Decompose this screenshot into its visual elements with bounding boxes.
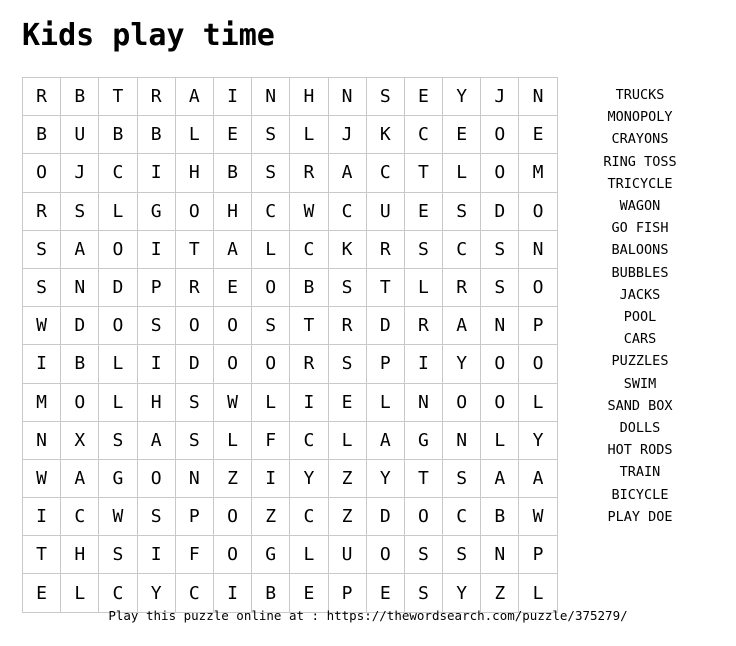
grid-cell[interactable]: L: [519, 383, 557, 421]
grid-cell[interactable]: H: [175, 154, 213, 192]
grid-cell[interactable]: T: [23, 536, 61, 574]
grid-cell[interactable]: I: [290, 383, 328, 421]
word-list-item[interactable]: BALOONS: [611, 242, 669, 259]
grid-cell[interactable]: A: [175, 78, 213, 116]
grid-cell[interactable]: B: [137, 116, 175, 154]
grid-cell[interactable]: H: [137, 383, 175, 421]
grid-cell[interactable]: S: [481, 230, 519, 268]
grid-cell[interactable]: C: [175, 574, 213, 612]
grid-cell[interactable]: S: [443, 536, 481, 574]
grid-cell[interactable]: R: [23, 78, 61, 116]
grid-row: [23, 268, 558, 306]
grid-cell[interactable]: L: [252, 230, 290, 268]
grid-cell[interactable]: C: [366, 154, 404, 192]
grid-cell[interactable]: O: [519, 268, 557, 306]
grid-cell[interactable]: O: [23, 154, 61, 192]
grid-cell[interactable]: I: [213, 78, 251, 116]
grid-cell[interactable]: S: [23, 268, 61, 306]
grid-cell[interactable]: R: [404, 307, 442, 345]
grid-cell[interactable]: R: [137, 78, 175, 116]
word-list-item[interactable]: PUZZLES: [611, 353, 669, 370]
grid-cell[interactable]: E: [519, 116, 557, 154]
grid-cell[interactable]: T: [404, 154, 442, 192]
grid-cell[interactable]: T: [404, 459, 442, 497]
grid-cell[interactable]: N: [481, 307, 519, 345]
grid-cell[interactable]: S: [404, 230, 442, 268]
word-list-item[interactable]: CARS: [623, 331, 657, 348]
grid-cell[interactable]: A: [61, 459, 99, 497]
word-list: [565, 84, 715, 528]
word-list-item[interactable]: TRAIN: [619, 464, 661, 481]
grid-cell[interactable]: D: [61, 307, 99, 345]
word-list-item[interactable]: SAND BOX: [607, 397, 673, 414]
grid-cell[interactable]: C: [290, 230, 328, 268]
word-list-item[interactable]: SWIM: [623, 375, 657, 392]
grid-cell[interactable]: W: [519, 498, 557, 536]
grid-cell[interactable]: R: [175, 268, 213, 306]
word-list-item[interactable]: MONOPOLY: [607, 109, 673, 126]
grid-cell[interactable]: Y: [443, 345, 481, 383]
word-search-grid: [22, 77, 558, 613]
grid-cell[interactable]: B: [99, 116, 137, 154]
grid-cell[interactable]: H: [61, 536, 99, 574]
grid-cell[interactable]: Z: [328, 459, 366, 497]
grid-cell[interactable]: C: [404, 116, 442, 154]
grid-cell[interactable]: L: [366, 383, 404, 421]
grid-cell[interactable]: O: [481, 116, 519, 154]
grid-cell[interactable]: G: [99, 459, 137, 497]
grid-cell[interactable]: G: [252, 536, 290, 574]
grid-cell[interactable]: C: [443, 230, 481, 268]
grid-cell[interactable]: O: [99, 230, 137, 268]
grid-cell[interactable]: G: [137, 192, 175, 230]
grid-cell[interactable]: A: [443, 307, 481, 345]
grid-cell[interactable]: T: [99, 78, 137, 116]
grid-cell[interactable]: O: [137, 459, 175, 497]
grid-cell[interactable]: C: [252, 192, 290, 230]
grid-cell[interactable]: N: [23, 421, 61, 459]
grid-cell[interactable]: L: [328, 421, 366, 459]
grid-cell[interactable]: B: [290, 268, 328, 306]
grid-cell[interactable]: R: [328, 307, 366, 345]
grid-cell[interactable]: S: [61, 192, 99, 230]
grid-cell[interactable]: M: [23, 383, 61, 421]
grid-cell[interactable]: A: [61, 230, 99, 268]
grid-cell[interactable]: D: [366, 498, 404, 536]
grid-cell[interactable]: F: [252, 421, 290, 459]
grid-cell[interactable]: R: [290, 345, 328, 383]
grid-cell[interactable]: L: [481, 421, 519, 459]
grid-cell[interactable]: A: [137, 421, 175, 459]
grid-table: [22, 77, 558, 613]
grid-cell[interactable]: O: [519, 192, 557, 230]
grid-cell[interactable]: N: [175, 459, 213, 497]
grid-cell[interactable]: N: [61, 268, 99, 306]
grid-cell[interactable]: E: [404, 78, 442, 116]
grid-row: [23, 345, 558, 383]
grid-cell[interactable]: G: [404, 421, 442, 459]
grid-row: [23, 230, 558, 268]
grid-cell[interactable]: I: [137, 154, 175, 192]
grid-row: [23, 307, 558, 345]
grid-cell[interactable]: Y: [290, 459, 328, 497]
grid-cell[interactable]: S: [481, 268, 519, 306]
grid-cell[interactable]: O: [213, 345, 251, 383]
grid-cell[interactable]: S: [328, 345, 366, 383]
grid-cell[interactable]: B: [252, 574, 290, 612]
grid-cell[interactable]: E: [366, 574, 404, 612]
page-title: Kids play time: [22, 18, 275, 53]
grid-cell[interactable]: C: [61, 498, 99, 536]
grid-row: [23, 154, 558, 192]
grid-cell[interactable]: D: [366, 307, 404, 345]
grid-cell[interactable]: O: [481, 345, 519, 383]
grid-cell[interactable]: X: [61, 421, 99, 459]
grid-cell[interactable]: E: [23, 574, 61, 612]
grid-cell[interactable]: A: [328, 154, 366, 192]
word-list-item[interactable]: CRAYONS: [611, 131, 669, 148]
grid-cell[interactable]: M: [519, 154, 557, 192]
grid-cell[interactable]: A: [481, 459, 519, 497]
grid-row: [23, 574, 558, 612]
word-list-item[interactable]: WAGON: [619, 198, 661, 215]
grid-row: [23, 459, 558, 497]
grid-cell[interactable]: N: [328, 78, 366, 116]
word-list-item[interactable]: TRUCKS: [615, 87, 665, 103]
grid-cell[interactable]: O: [213, 498, 251, 536]
word-list-item[interactable]: GO FISH: [611, 220, 669, 237]
grid-cell[interactable]: W: [99, 498, 137, 536]
grid-cell[interactable]: P: [328, 574, 366, 612]
grid-cell[interactable]: I: [213, 574, 251, 612]
grid-cell[interactable]: I: [137, 536, 175, 574]
grid-cell[interactable]: O: [213, 307, 251, 345]
grid-cell[interactable]: L: [175, 116, 213, 154]
grid-cell[interactable]: N: [481, 536, 519, 574]
grid-cell[interactable]: N: [519, 78, 557, 116]
grid-cell[interactable]: U: [61, 116, 99, 154]
grid-cell[interactable]: B: [61, 78, 99, 116]
grid-cell[interactable]: O: [175, 307, 213, 345]
grid-cell[interactable]: P: [519, 307, 557, 345]
grid-cell[interactable]: Y: [519, 421, 557, 459]
grid-cell[interactable]: L: [99, 383, 137, 421]
grid-cell[interactable]: L: [290, 116, 328, 154]
grid-cell[interactable]: I: [23, 345, 61, 383]
grid-row: [23, 421, 558, 459]
grid-cell[interactable]: B: [213, 154, 251, 192]
grid-cell[interactable]: Z: [481, 574, 519, 612]
grid-cell[interactable]: J: [481, 78, 519, 116]
grid-cell[interactable]: N: [252, 78, 290, 116]
grid-cell[interactable]: H: [213, 192, 251, 230]
word-list-item[interactable]: POOL: [623, 309, 657, 326]
grid-cell[interactable]: H: [290, 78, 328, 116]
grid-cell[interactable]: S: [443, 459, 481, 497]
grid-cell[interactable]: R: [366, 230, 404, 268]
grid-cell[interactable]: S: [443, 192, 481, 230]
grid-cell[interactable]: P: [366, 345, 404, 383]
grid-cell[interactable]: O: [252, 345, 290, 383]
grid-cell[interactable]: S: [252, 307, 290, 345]
grid-cell[interactable]: W: [23, 307, 61, 345]
grid-cell[interactable]: Y: [443, 574, 481, 612]
grid-row: [23, 498, 558, 536]
grid-cell[interactable]: N: [519, 230, 557, 268]
word-list-item[interactable]: BUBBLES: [611, 264, 669, 281]
grid-cell[interactable]: O: [366, 536, 404, 574]
grid-cell[interactable]: E: [290, 574, 328, 612]
grid-cell[interactable]: Y: [137, 574, 175, 612]
grid-cell[interactable]: O: [443, 383, 481, 421]
grid-cell[interactable]: L: [213, 421, 251, 459]
grid-cell[interactable]: A: [213, 230, 251, 268]
grid-cell[interactable]: J: [61, 154, 99, 192]
grid-cell[interactable]: S: [99, 421, 137, 459]
grid-cell[interactable]: S: [99, 536, 137, 574]
grid-cell[interactable]: I: [404, 345, 442, 383]
word-list-item[interactable]: PLAY DOE: [607, 508, 673, 525]
grid-cell[interactable]: I: [137, 345, 175, 383]
grid-cell[interactable]: O: [61, 383, 99, 421]
grid-row: [23, 536, 558, 574]
grid-cell[interactable]: T: [175, 230, 213, 268]
grid-cell[interactable]: Z: [252, 498, 290, 536]
grid-cell[interactable]: S: [404, 574, 442, 612]
grid-cell[interactable]: O: [99, 307, 137, 345]
grid-cell[interactable]: Z: [213, 459, 251, 497]
grid-cell[interactable]: C: [99, 574, 137, 612]
grid-cell[interactable]: O: [213, 536, 251, 574]
grid-cell[interactable]: O: [404, 498, 442, 536]
word-list-item[interactable]: RING TOSS: [603, 153, 677, 170]
grid-cell[interactable]: K: [328, 230, 366, 268]
grid-cell[interactable]: L: [61, 574, 99, 612]
word-list-item[interactable]: DOLLS: [619, 420, 661, 437]
grid-cell[interactable]: W: [290, 192, 328, 230]
grid-cell[interactable]: S: [252, 116, 290, 154]
grid-cell[interactable]: O: [175, 192, 213, 230]
grid-cell[interactable]: S: [175, 421, 213, 459]
grid-cell[interactable]: S: [404, 536, 442, 574]
grid-cell[interactable]: E: [404, 192, 442, 230]
grid-cell[interactable]: S: [328, 268, 366, 306]
grid-cell[interactable]: W: [213, 383, 251, 421]
grid-cell[interactable]: S: [23, 230, 61, 268]
grid-cell[interactable]: N: [404, 383, 442, 421]
grid-cell[interactable]: S: [137, 498, 175, 536]
grid-cell[interactable]: F: [175, 536, 213, 574]
grid-cell[interactable]: C: [290, 498, 328, 536]
grid-cell[interactable]: S: [175, 383, 213, 421]
grid-cell[interactable]: Y: [366, 459, 404, 497]
grid-cell[interactable]: C: [443, 498, 481, 536]
grid-cell[interactable]: P: [137, 268, 175, 306]
grid-body: [23, 78, 558, 613]
grid-cell[interactable]: L: [252, 383, 290, 421]
grid-cell[interactable]: O: [481, 154, 519, 192]
grid-cell[interactable]: N: [443, 421, 481, 459]
word-list-item[interactable]: JACKS: [619, 286, 661, 303]
word-list-item[interactable]: TRICYCLE: [607, 175, 673, 192]
grid-row: [23, 192, 558, 230]
grid-cell[interactable]: R: [23, 192, 61, 230]
grid-cell[interactable]: D: [175, 345, 213, 383]
grid-cell[interactable]: A: [519, 459, 557, 497]
grid-cell[interactable]: B: [23, 116, 61, 154]
grid-cell[interactable]: S: [137, 307, 175, 345]
grid-cell[interactable]: P: [175, 498, 213, 536]
grid-cell[interactable]: Y: [443, 78, 481, 116]
grid-cell[interactable]: U: [328, 536, 366, 574]
grid-cell[interactable]: E: [213, 116, 251, 154]
grid-cell[interactable]: D: [481, 192, 519, 230]
grid-cell[interactable]: L: [99, 345, 137, 383]
footer-note: Play this puzzle online at : https://thewordsearch.com/puzzle/375279/: [108, 608, 628, 623]
grid-cell[interactable]: S: [252, 154, 290, 192]
grid-cell[interactable]: O: [519, 345, 557, 383]
grid-cell[interactable]: T: [290, 307, 328, 345]
grid-row: [23, 383, 558, 421]
grid-cell[interactable]: C: [328, 192, 366, 230]
grid-cell[interactable]: L: [99, 192, 137, 230]
grid-cell[interactable]: B: [481, 498, 519, 536]
grid-cell[interactable]: I: [137, 230, 175, 268]
word-list-item[interactable]: BICYCLE: [611, 486, 669, 503]
grid-cell[interactable]: C: [99, 154, 137, 192]
grid-row: [23, 116, 558, 154]
grid-cell[interactable]: L: [519, 574, 557, 612]
grid-cell[interactable]: L: [443, 154, 481, 192]
grid-cell[interactable]: I: [23, 498, 61, 536]
grid-cell[interactable]: T: [366, 268, 404, 306]
grid-cell[interactable]: I: [252, 459, 290, 497]
grid-cell[interactable]: P: [519, 536, 557, 574]
word-list-item[interactable]: HOT RODS: [607, 442, 673, 459]
grid-cell[interactable]: U: [366, 192, 404, 230]
grid-cell[interactable]: W: [23, 459, 61, 497]
grid-cell[interactable]: Z: [328, 498, 366, 536]
grid-cell[interactable]: E: [213, 268, 251, 306]
grid-cell[interactable]: L: [290, 536, 328, 574]
grid-cell[interactable]: D: [99, 268, 137, 306]
grid-cell[interactable]: A: [366, 421, 404, 459]
grid-cell[interactable]: E: [328, 383, 366, 421]
grid-cell[interactable]: O: [252, 268, 290, 306]
grid-cell[interactable]: E: [443, 116, 481, 154]
grid-cell[interactable]: S: [366, 78, 404, 116]
grid-cell[interactable]: O: [481, 383, 519, 421]
grid-cell[interactable]: R: [443, 268, 481, 306]
grid-cell[interactable]: B: [61, 345, 99, 383]
grid-row: [23, 78, 558, 116]
grid-cell[interactable]: L: [404, 268, 442, 306]
grid-cell[interactable]: C: [290, 421, 328, 459]
grid-cell[interactable]: R: [290, 154, 328, 192]
grid-cell[interactable]: J: [328, 116, 366, 154]
grid-cell[interactable]: K: [366, 116, 404, 154]
